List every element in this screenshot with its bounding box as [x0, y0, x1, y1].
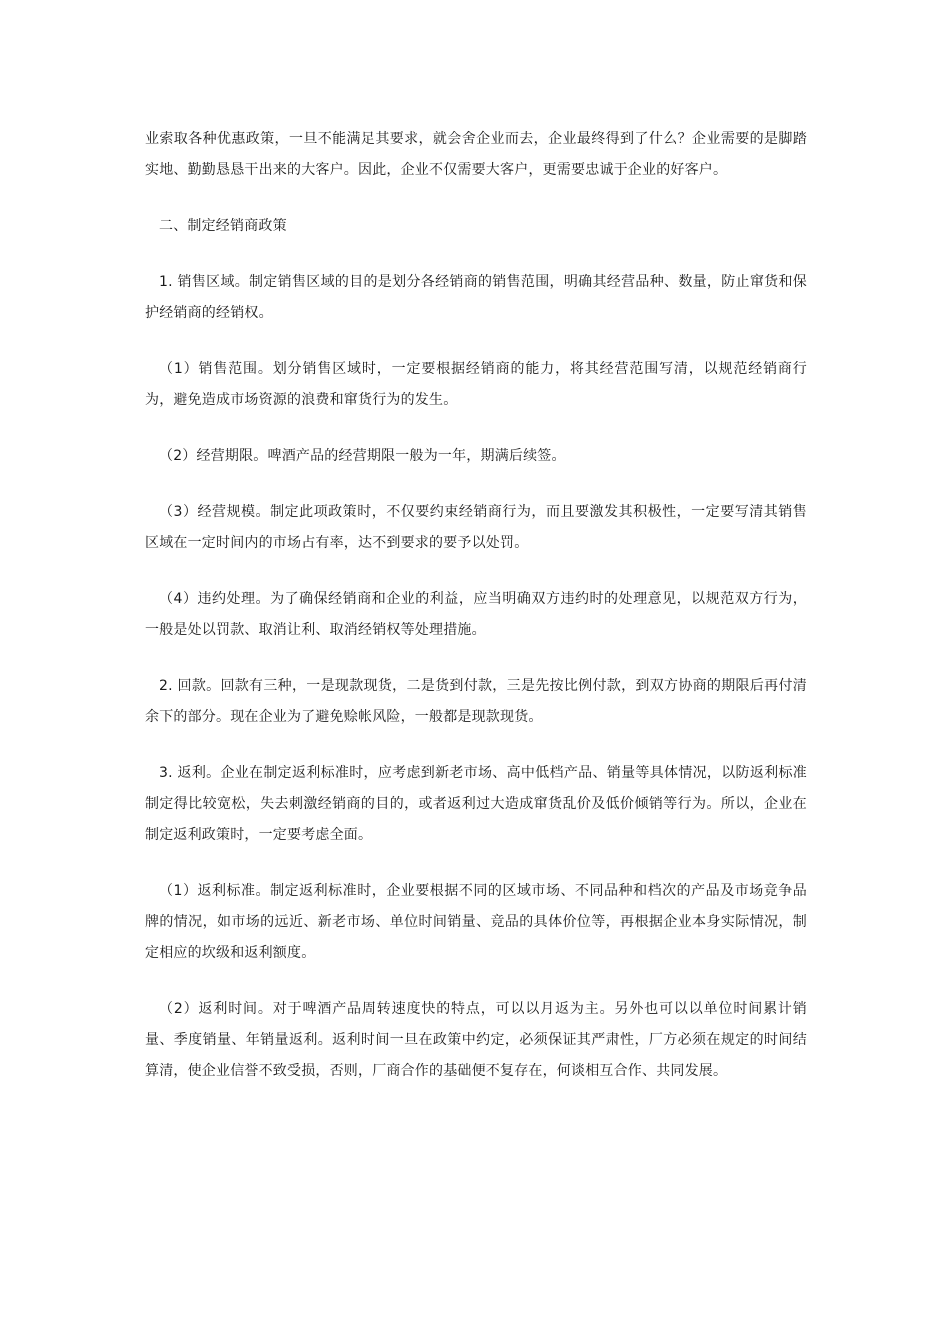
paragraph-sales-scope: （1）销售范围。划分销售区域时，一定要根据经销商的能力，将其经营范围写清，以规范经销商行为，避免造成市场资源的浪费和窜货行为的发生。 [145, 361, 807, 408]
paragraph-payment: 2. 回款。回款有三种，一是现款现货，二是货到付款，三是先按比例付款，到双方协商的期限后再付清余下的部分。现在企业为了避免赊帐风险，一般都是现款现货。 [145, 678, 807, 725]
paragraph-rebate-standard: （1）返利标准。制定返利标准时，企业要根据不同的区域市场、不同品种和档次的产品及市场竞争品牌的情况，如市场的远近、新老市场、单位时间销量、竞品的具体价位等，再根据企业本身实际情况，制定相应的坎级和返利额度。 [145, 883, 807, 961]
document-body [145, 124, 807, 1112]
paragraph-operating-term: （2）经营期限。啤酒产品的经营期限一般为一年，期满后续签。 [159, 448, 566, 464]
section-heading: 二、制定经销商政策 [159, 218, 287, 234]
paragraph-breach-handling: （4）违约处理。为了确保经销商和企业的利益，应当明确双方违约时的处理意见，以规范双方行为，一般是处以罚款、取消让利、取消经销权等处理措施。 [145, 591, 807, 638]
paragraph-sales-area: 1. 销售区域。制定销售区域的目的是划分各经销商的销售范围，明确其经营品种、数量，防止窜货和保护经销商的经销权。 [145, 274, 807, 321]
paragraph-continuation: 业索取各种优惠政策，一旦不能满足其要求，就会舍企业而去，企业最终得到了什么？企业需要的是脚踏实地、勤勤恳恳干出来的大客户。因此，企业不仅需要大客户，更需要忠诚于企业的好客户。 [145, 131, 807, 178]
paragraph-rebate: 3. 返利。企业在制定返利标准时，应考虑到新老市场、高中低档产品、销量等具体情况，以防返利标准制定得比较宽松，失去刺激经销商的目的，或者返利过大造成窜货乱价及低价倾销等行为。所以，企业在制定返利政策时，一定要考虑全面。 [145, 765, 807, 843]
paragraph-rebate-time: （2）返利时间。对于啤酒产品周转速度快的特点，可以以月返为主。另外也可以以单位时间累计销量、季度销量、年销量返利。返利时间一旦在政策中约定，必须保证其严肃性，厂方必须在规定的时间结算清，使企业信誉不致受损，否则，厂商合作的基础便不复存在，何谈相互合作、共同发展。 [145, 1001, 807, 1079]
paragraph-operating-scale: （3）经营规模。制定此项政策时，不仅要约束经销商行为，而且要激发其积极性，一定要写清其销售区域在一定时间内的市场占有率，达不到要求的要予以处罚。 [145, 504, 807, 551]
